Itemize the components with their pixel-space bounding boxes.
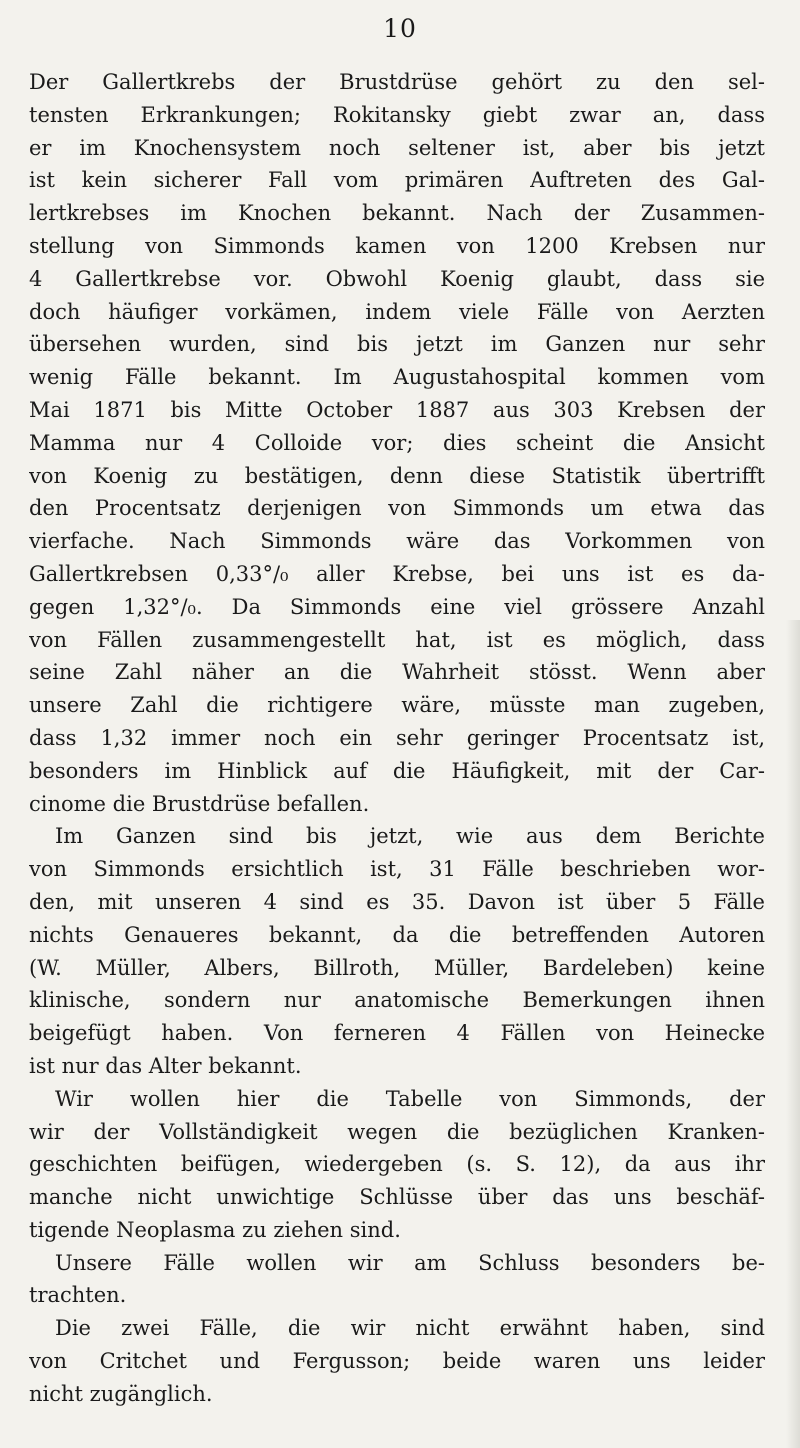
text-line: geschichten beifügen, wiedergeben (s. S. 12), da aus ihr xyxy=(29,1152,765,1177)
text-line: Mai 1871 bis Mitte October 1887 aus 303 Krebsen der xyxy=(29,397,765,422)
text-line: (W. Müller, Albers, Billroth, Müller, Bardeleben) keine xyxy=(29,955,765,980)
text-line: von Fällen zusammengestellt hat, ist es möglich, dass xyxy=(29,627,765,652)
text-line: beigefügt haben. Von ferneren 4 Fällen von Heinecke xyxy=(29,1021,765,1046)
text-line: wenig Fälle bekannt. Im Augustahospital kommen vom xyxy=(29,365,765,390)
text-line: von Critchet und Fergusson; beide waren uns leider xyxy=(29,1349,765,1374)
text-line: wir der Vollständigkeit wegen die bezüglichen Kranken- xyxy=(29,1119,765,1144)
text-line: Der Gallertkrebs der Brustdrüse gehört zu den sel- xyxy=(29,70,765,94)
text-line: dass 1,32 immer noch ein sehr geringer Procentsatz ist, xyxy=(29,725,765,750)
text-line: 4 Gallertkrebse vor. Obwohl Koenig glaubt, dass sie xyxy=(29,266,765,291)
text-line: den, mit unseren 4 sind es 35. Davon ist über 5 Fälle xyxy=(29,889,765,914)
text-line: seine Zahl näher an die Wahrheit stösst. Wenn aber xyxy=(29,660,765,685)
text-line: besonders im Hinblick auf die Häufigkeit, mit der Car- xyxy=(29,758,765,783)
text-line: Die zwei Fälle, die wir nicht erwähnt haben, sind xyxy=(55,1316,765,1341)
text-line: manche nicht unwichtige Schlüsse über das uns beschäf- xyxy=(29,1185,765,1210)
text-line: tigende Neoplasma zu ziehen sind. xyxy=(29,1217,401,1242)
body-text xyxy=(29,66,765,1411)
text-line: nichts Genaueres bekannt, da die betreffenden Autoren xyxy=(29,922,765,947)
text-line: er im Knochensystem noch seltener ist, aber bis jetzt xyxy=(29,135,765,160)
text-line: stellung von Simmonds kamen von 1200 Krebsen nur xyxy=(29,233,765,258)
text-line: Mamma nur 4 Colloide vor; dies scheint die Ansicht xyxy=(29,430,765,455)
text-line: klinische, sondern nur anatomische Bemerkungen ihnen xyxy=(29,988,765,1013)
text-line: gegen 1,32°/₀. Da Simmonds eine viel grössere Anzahl xyxy=(29,594,765,619)
text-line: den Procentsatz derjenigen von Simmonds um etwa das xyxy=(29,496,765,521)
text-line: übersehen wurden, sind bis jetzt im Ganzen nur sehr xyxy=(29,332,765,357)
text-line: von Simmonds ersichtlich ist, 31 Fälle beschrieben wor- xyxy=(29,857,765,882)
text-line: ist nur das Alter bekannt. xyxy=(29,1053,302,1078)
text-line: ist kein sicherer Fall vom primären Auftreten des Gal- xyxy=(29,168,765,193)
page-number: 10 xyxy=(383,14,417,43)
text-line: doch häufiger vorkämen, indem viele Fälle von Aerzten xyxy=(29,299,765,324)
text-line: nicht zugänglich. xyxy=(29,1381,213,1406)
text-line: tensten Erkrankungen; Rokitansky giebt zwar an, dass xyxy=(29,102,765,127)
text-line: Unsere Fälle wollen wir am Schluss besonders be- xyxy=(55,1250,765,1275)
text-line: vierfache. Nach Simmonds wäre das Vorkommen von xyxy=(29,529,765,554)
text-line: trachten. xyxy=(29,1283,127,1308)
text-line: unsere Zahl die richtigere wäre, müsste man zugeben, xyxy=(29,693,765,718)
text-line: von Koenig zu bestätigen, denn diese Statistik übertrifft xyxy=(29,463,765,488)
text-line: Gallertkrebsen 0,33°/₀ aller Krebse, bei uns ist es da- xyxy=(29,561,765,586)
text-line: cinome die Brustdrüse befallen. xyxy=(29,791,370,816)
text-line: Wir wollen hier die Tabelle von Simmonds, der xyxy=(55,1086,765,1111)
text-line: lertkrebses im Knochen bekannt. Nach der Zusammen- xyxy=(29,201,765,226)
text-line: Im Ganzen sind bis jetzt, wie aus dem Berichte xyxy=(55,824,765,849)
binding-shadow xyxy=(786,620,800,1448)
